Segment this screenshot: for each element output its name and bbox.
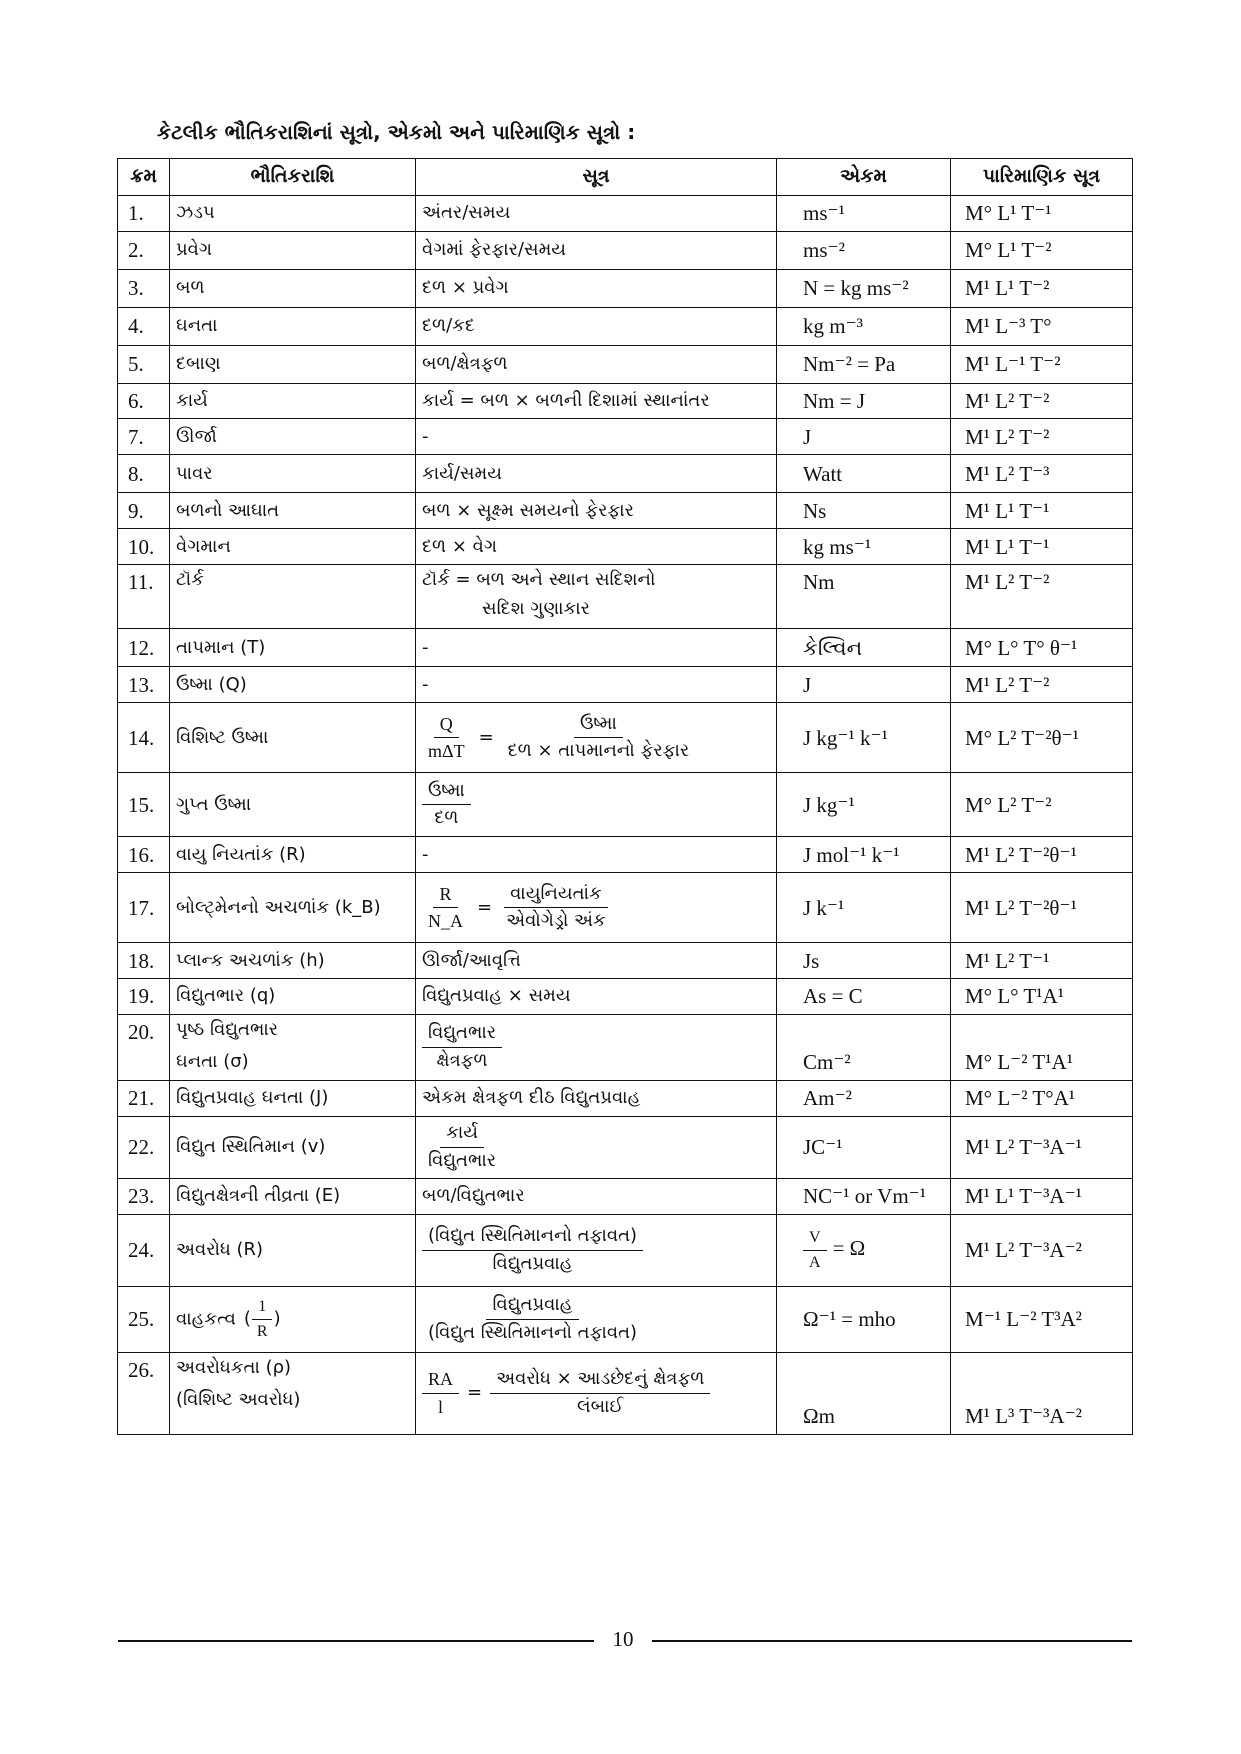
formula-cell [416,346,777,384]
row-number: 1. [118,196,170,232]
table-row [118,455,1133,493]
quantity-cell [170,629,416,667]
quantity-fraction: ( $\frac{1}{R}$ ) [243,1297,281,1340]
unit-text: As = C [803,984,863,1009]
table-row [118,565,1133,629]
row-number: 13. [118,667,170,703]
quantity-name: વેગમાન [176,535,231,557]
formula-fraction-denominator: ક્ષેત્રફળ [436,1049,488,1071]
table-row [118,346,1133,384]
row-number: 5. [118,346,170,384]
row-number: 19. [118,979,170,1014]
unit-cell [777,232,951,270]
formula-left-fraction-numerator: RA [422,1368,459,1394]
row-number: 4. [118,308,170,346]
quantity-cell [170,943,416,979]
unit-text: J k⁻¹ [803,895,845,920]
table-row [118,384,1133,419]
unit-text: kg ms⁻¹ [803,534,872,559]
formula-cell [416,196,777,232]
dimension-cell: M¹ L² T⁻² [951,384,1133,419]
formula-text: - [422,636,429,658]
quantity-name: ઊર્જા [176,425,217,447]
formula-text: - [422,843,429,865]
unit-text: N = kg ms⁻² [803,276,909,301]
formula-cell [416,419,777,455]
unit-text: Ns [803,498,827,523]
formula-fraction-denominator: વિદ્યુતપ્રવાહ [492,1252,573,1274]
table-row [118,873,1133,943]
unit-cell [777,308,951,346]
formula-fraction-denominator: એવોગેડ્રો અંક [506,910,606,932]
formula-cell [416,1014,777,1080]
footer-rule-right [652,1640,1132,1642]
formula-text: - [422,425,429,447]
dimension-cell: M¹ L² T⁻²θ⁻¹ [951,873,1133,943]
unit-text: Ωm [803,1404,835,1429]
dimension-cell: M° L⁻² T¹A¹ [951,1014,1133,1080]
quantity-cell [170,1352,416,1434]
unit-text: J mol⁻¹ k⁻¹ [803,842,900,867]
quantity-cell [170,837,416,873]
quantity-cell [170,455,416,493]
unit-cell [777,629,951,667]
quantity-cell [170,493,416,529]
dimension-cell: M¹ L² T⁻¹ [951,943,1133,979]
formula-table [117,158,1133,1435]
quantity-name: બોલ્ટ્મેનનો અચળાંક (k_B) [176,896,381,918]
quantity-name-line2: (વિશિષ્ટ અવરોધ) [176,1389,301,1410]
unit-text: J [803,424,812,449]
dimension-cell: M° L⁻² T°A¹ [951,1080,1133,1116]
formula-fraction-numerator: કાર્ય [440,1122,484,1148]
formula-text: ઊર્જા/આવૃત્તિ [422,949,521,971]
formula-fraction-numerator: ઉષ્મા [574,713,623,739]
formula-left-fraction [422,713,471,763]
unit-text: Nm⁻² = Pa [803,352,896,377]
formula-fraction-denominator: વિદ્યુતભાર [428,1149,497,1171]
quantity-cell [170,1178,416,1214]
quantity-cell [170,529,416,565]
unit-cell [777,703,951,773]
table-row [118,1286,1133,1352]
unit-cell [777,979,951,1014]
quantity-name: બળ [176,277,205,299]
table-row [118,667,1133,703]
formula-cell [416,837,777,873]
header-dimension: પારિમાણિક સૂત્ર [951,159,1133,196]
page-heading: કેટલીક ભૌતિકરાશિનાં સૂત્રો, એકમો અને પારિમાણિક સૂત્રો : [157,120,636,144]
table-row [118,270,1133,308]
quantity-name: બળનો આઘાત [176,499,280,521]
dimension-cell: M¹ L² T⁻² [951,419,1133,455]
formula-cell [416,667,777,703]
quantity-cell [170,346,416,384]
unit-text: NC⁻¹ or Vm⁻¹ [803,1183,927,1208]
formula-cell [416,232,777,270]
quantity-name: પૃષ્ઠ વિદ્યુતભાર [176,1018,279,1040]
formula-text: કાર્ય/સમય [422,462,502,484]
formula-fraction-numerator: (વિદ્યુત સ્થિતિમાનનો તફાવત) [422,1225,643,1251]
quantity-cell [170,773,416,837]
unit-cell [777,1116,951,1178]
dimension-cell: M¹ L² T⁻³A⁻¹ [951,1116,1133,1178]
dimension-cell: M¹ L³ T⁻³A⁻² [951,1352,1133,1434]
table-row [118,1178,1133,1214]
formula-cell [416,1214,777,1286]
unit-cell [777,529,951,565]
table-row [118,529,1133,565]
formula-text: બળ × સૂક્ષ્મ સમયનો ફેરફાર [422,499,634,521]
formula-left-fraction-numerator: Q [434,713,459,739]
table-row [118,1214,1133,1286]
unit-text: Cm⁻² [803,1050,851,1075]
formula-text: કાર્ય = બળ × બળની દિશામાં સ્થાનાંતર [422,389,710,411]
formula-cell [416,308,777,346]
unit-text: Ω⁻¹ = mho [803,1306,896,1331]
formula-cell [416,629,777,667]
quantity-cell [170,873,416,943]
formula-text: ટૉર્ક = બળ અને સ્થાન સદિશનો [422,569,656,591]
row-number: 11. [118,565,170,629]
header-unit: એકમ [777,159,951,196]
table-row [118,979,1133,1014]
table-row [118,1014,1133,1080]
header-formula: સૂત્ર [416,159,777,196]
row-number: 20. [118,1014,170,1080]
quantity-cell [170,565,416,629]
quantity-cell [170,1080,416,1116]
formula-left-fraction [422,1368,459,1418]
quantity-name: વિદ્યુતપ્રવાહ ઘનતા (J) [176,1086,329,1108]
formula-fraction-numerator: વિદ્યુતપ્રવાહ [486,1294,578,1320]
quantity-name: વિશિષ્ટ ઉષ્મા [176,726,269,748]
formula-cell [416,979,777,1014]
formula-cell [416,1352,777,1434]
unit-cell [777,384,951,419]
row-number: 24. [118,1214,170,1286]
formula-cell [416,703,777,773]
formula-text: બળ/ક્ષેત્રફળ [422,353,508,375]
quantity-cell [170,1014,416,1080]
table-row [118,703,1133,773]
formula-cell [416,1080,777,1116]
equals-sign: = [467,1381,483,1403]
table-row [118,837,1133,873]
quantity-cell [170,1286,416,1352]
header-quantity: ભૌતિકરાશિ [170,159,416,196]
quantity-cell [170,703,416,773]
formula-fraction [500,883,612,933]
formula-text: અંતર/સમય [422,202,511,224]
row-number: 18. [118,943,170,979]
row-number: 10. [118,529,170,565]
quantity-cell [170,1116,416,1178]
row-number: 3. [118,270,170,308]
formula-fraction [422,780,471,830]
formula-fraction-denominator: દળ [434,807,459,829]
quantity-cell [170,308,416,346]
quantity-name: ઘનતા [176,315,218,337]
unit-cell [777,943,951,979]
quantity-cell [170,384,416,419]
table-row [118,773,1133,837]
quantity-name: વાહકત્વ [176,1308,236,1329]
formula-fraction [490,1368,710,1418]
quantity-cell [170,196,416,232]
quantity-cell [170,232,416,270]
quantity-name: અવરોધકતા (ρ) [176,1356,292,1378]
dimension-cell: M¹ L⁻¹ T⁻² [951,346,1133,384]
unit-cell [777,667,951,703]
formula-cell [416,1116,777,1178]
unit-text: ms⁻² [803,238,845,263]
table-row [118,308,1133,346]
unit-text: Am⁻² [803,1085,852,1110]
quantity-name: વિદ્યુતક્ષેત્રની તીવ્રતા (E) [176,1184,341,1206]
formula-fraction-numerator: અવરોધ × આડછેદનું ક્ષેત્રફળ [490,1368,710,1394]
formula-fraction-denominator: (વિદ્યુત સ્થિતિમાનનો તફાવત) [428,1321,638,1343]
dimension-cell: M¹ L² T⁻²θ⁻¹ [951,837,1133,873]
formula-fraction-denominator: દળ × તાપમાનનો ફેરફાર [507,740,690,762]
formula-cell [416,529,777,565]
quantity-name: વિદ્યુતભાર (q) [176,985,276,1007]
quantity-name: ઝડપ [176,202,215,224]
unit-cell [777,270,951,308]
dimension-cell: M¹ L¹ T⁻¹ [951,529,1133,565]
row-number: 16. [118,837,170,873]
table-row [118,1352,1133,1434]
formula-left-fraction-denominator: mΔT [428,741,465,762]
quantity-name: વિદ્યુત સ્થિતિમાન (v) [176,1135,326,1157]
quantity-name: અવરોધ (R) [176,1238,264,1260]
unit-text: J [803,672,812,697]
page-number: 10 [612,1627,634,1651]
formula-left-fraction [422,883,469,933]
dimension-cell: M° L° T¹A¹ [951,979,1133,1014]
quantity-name: ઉષ્મા (Q) [176,673,247,695]
quantity-name: તાપમાન (T) [176,636,266,658]
formula-text: દળ × વેગ [422,535,497,557]
unit-cell [777,1352,951,1434]
formula-fraction [422,1022,502,1072]
row-number: 7. [118,419,170,455]
equals-sign: = [477,896,493,918]
unit-text: J kg⁻¹ k⁻¹ [803,725,888,750]
table-row [118,196,1133,232]
row-number: 21. [118,1080,170,1116]
quantity-cell [170,270,416,308]
formula-fraction-denominator: લંબાઈ [577,1395,624,1417]
row-number: 6. [118,384,170,419]
row-number: 15. [118,773,170,837]
formula-text: બળ/વિદ્યુતભાર [422,1184,525,1206]
unit-text: JC⁻¹ [803,1134,843,1159]
dimension-cell: M¹ L¹ T⁻² [951,270,1133,308]
unit-cell [777,773,951,837]
quantity-name: ટૉર્ક [176,569,204,591]
formula-cell [416,873,777,943]
row-number: 14. [118,703,170,773]
dimension-cell: M¹ L² T⁻² [951,565,1133,629]
unit-cell [777,196,951,232]
unit-cell [777,419,951,455]
table-row [118,493,1133,529]
unit-cell [777,455,951,493]
table-row [118,1116,1133,1178]
unit-cell [777,346,951,384]
formula-fraction [422,1122,502,1172]
unit-cell [777,493,951,529]
unit-text: Nm [803,570,835,595]
unit-text: J kg⁻¹ [803,792,855,817]
unit-cell [777,1080,951,1116]
unit-cell [777,1178,951,1214]
unit-text: Js [803,948,820,973]
formula-fraction-numerator: ઉષ્મા [422,780,471,806]
unit-fraction-numerator: V [803,1228,827,1251]
unit-rest: = Ω [832,1235,866,1260]
dimension-cell: M° L² T⁻²θ⁻¹ [951,703,1133,773]
quantity-cell [170,667,416,703]
row-number: 17. [118,873,170,943]
unit-fraction-denominator: A [809,1253,821,1271]
quantity-name: પ્રવેગ [176,239,213,261]
dimension-cell: M¹ L¹ T⁻¹ [951,493,1133,529]
table-row [118,943,1133,979]
formula-text: વિદ્યુતપ્રવાહ × સમય [422,985,571,1007]
row-number: 8. [118,455,170,493]
table-row [118,629,1133,667]
formula-left-fraction-denominator: N_A [428,911,463,932]
formula-cell [416,455,777,493]
row-number: 12. [118,629,170,667]
formula-text: વેગમાં ફેરફાર/સમય [422,239,567,261]
formula-fraction [502,713,696,763]
row-number: 23. [118,1178,170,1214]
unit-text: kg m⁻³ [803,314,863,339]
formula-cell [416,565,777,629]
quantity-name: પ્લાન્ક અચળાંક (h) [176,949,325,971]
dimension-cell: M° L² T⁻² [951,773,1133,837]
formula-fraction-numerator: વિદ્યુતભાર [422,1022,502,1048]
dimension-cell: M° L° T° θ⁻¹ [951,629,1133,667]
dimension-cell: M¹ L² T⁻² [951,667,1133,703]
dimension-cell: M¹ L⁻³ T° [951,308,1133,346]
quantity-name: વાયુ નિયતાંક (R) [176,843,306,865]
dimension-cell: M° L¹ T⁻¹ [951,196,1133,232]
table-header-row [118,159,1133,196]
dimension-cell: M¹ L¹ T⁻³A⁻¹ [951,1178,1133,1214]
reciprocal-numerator: 1 [252,1297,272,1320]
unit-cell [777,1286,951,1352]
formula-cell [416,1178,777,1214]
table-row [118,419,1133,455]
quantity-name: ગુપ્ત ઉષ્મા [176,793,252,815]
row-number: 25. [118,1286,170,1352]
table-row [118,1080,1133,1116]
unit-cell [777,1214,951,1286]
unit-fraction [803,1228,827,1273]
quantity-name: કાર્ય [176,389,208,411]
reciprocal [251,1297,274,1342]
formula-text: દળ × પ્રવેગ [422,277,509,299]
row-number: 2. [118,232,170,270]
quantity-name: પાવર [176,462,213,484]
row-number: 26. [118,1352,170,1434]
formula-cell [416,493,777,529]
row-number: 22. [118,1116,170,1178]
unit-cell [777,1014,951,1080]
formula-left-fraction-denominator: l [438,1396,444,1417]
unit-text: Watt [803,461,843,486]
unit-text: કેલ્વિન [803,635,863,660]
quantity-cell [170,1214,416,1286]
formula-fraction-numerator: વાયુનિયતાંક [504,883,608,909]
quantity-name-line2: ઘનતા (σ) [176,1051,249,1072]
equals-sign: = [478,726,494,748]
quantity-cell [170,979,416,1014]
reciprocal-denominator: R [256,1322,268,1340]
formula-text: દળ/કદ [422,315,475,337]
unit-text: ms⁻¹ [803,201,845,226]
formula-fraction [422,1294,643,1344]
formula-left-fraction-numerator: R [433,883,457,909]
unit-cell [777,565,951,629]
unit-cell [777,837,951,873]
dimension-cell: M¹ L² T⁻³A⁻² [951,1214,1133,1286]
formula-cell [416,773,777,837]
formula-cell [416,1286,777,1352]
dimension-cell: M° L¹ T⁻² [951,232,1133,270]
formula-cell [416,943,777,979]
dimension-cell: M⁻¹ L⁻² T³A² [951,1286,1133,1352]
footer-rule-left [118,1640,594,1642]
dimension-cell: M¹ L² T⁻³ [951,455,1133,493]
header-serial: ક્રમ [118,159,170,196]
row-number: 9. [118,493,170,529]
quantity-cell [170,419,416,455]
table-row [118,232,1133,270]
formula-text: - [422,673,429,695]
formula-fraction [422,1225,643,1275]
formula-text-line2: સદિશ ગુણાકાર [482,597,590,619]
quantity-name: દબાણ [176,353,221,375]
formula-cell [416,384,777,419]
unit-text: Nm = J [803,389,866,413]
formula-text: એકમ ક્ષેત્રફળ દીઠ વિદ્યુતપ્રવાહ [422,1086,641,1108]
formula-cell [416,270,777,308]
unit-cell [777,873,951,943]
